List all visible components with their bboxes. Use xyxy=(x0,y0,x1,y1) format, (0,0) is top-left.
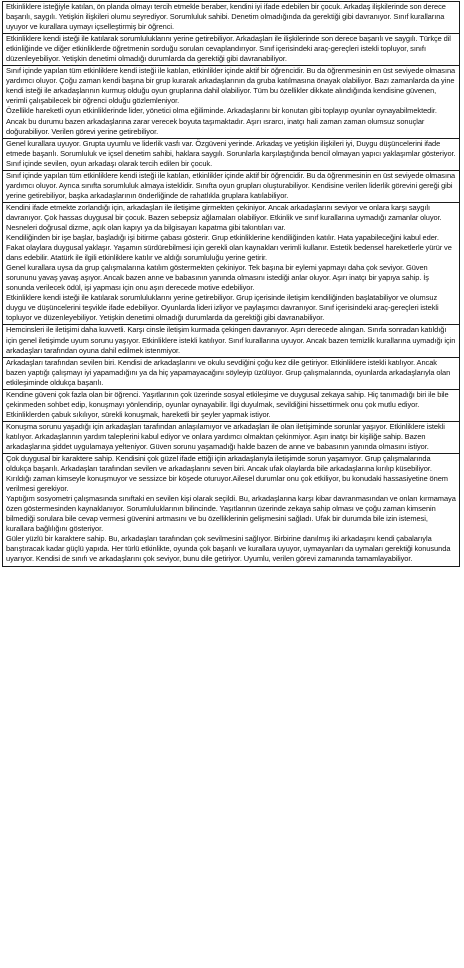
note-row xyxy=(2,65,460,137)
note-row xyxy=(2,170,460,202)
note-paragraph: Güler yüzlü bir karaktere sahip. Bu, arkadaşları tarafından çok sevilmesini sağlıyor. Birbirine danılmış iki arkadaşını kendi çabalarıyla barıştıracak kadar güçlü yapıda. Her türlü etkinlikte, oyunda çok başarılı ve kurallara uyuyor, uymayanları da uymaları gerektiği konusunda uyarıyor. Kendisi de sınıfı ve arkadaşlarını çok seviyor, bunu dile getiriyor. Uyumlu, verilen görevi zamanında tamamlayabiliyor. xyxy=(6,534,451,564)
note-paragraph: Yaptığım sosyometri çalışmasında sınıftaki en sevilen kişi olarak seçildi. Bu, arkadaşlarına karşı kibar davranmasından ve onları kırmamaya özen göstermesinden kaynaklanıyor. Sorumluluklarının bilincinde. Yaşıtlarının üzerinde zekaya sahip olması ve çoğu zaman kimsenin bilmediği sorulara bile cevap vermesi güvenini artmasını ve bu özelliklerinin gelişmesini sağladı. Ufak bir durumda bile izin istemesi, kurallara bağlılığını gösteriyor. xyxy=(6,494,456,534)
note-paragraph: Etkinliklere kendi isteği ile katılarak sorumluluklarını yerine getirebiliyor. Grup içerisinde iletişim kendiliğinden başlatabiliyor ve olumsuz duygu ve düşüncelerini teşvikle ifade edebiliyor. Oyunlarda lideri izliyor ve paylaşımcı davranıyor. Sınıf içerisindeki araç-gereçleri istekli topluyor ve düzenleyebiliyor. Yetişkin denetimi olmadığı durumlarda da gerektiği gibi davranabiliyor. xyxy=(6,293,439,323)
note-paragraph: Kendine güveni çok fazla olan bir öğrenci. Yaşıtlarının çok üzerinde sosyal etkileşime ve duygusal zekaya sahip. Hiç tanımadığı biri ile bile çekinmeden sohbet edip, konuşmayı yönlendirip, oyunlar oynayabilir. İlgi duyulmak, sevildiğini hissettirmek onu çok mutlu ediyor. Etkinliklerden çabuk sıkılıyor, sürekli konuşmak, hareketli bir şeyler yapmak istiyor. xyxy=(6,389,449,419)
note-row xyxy=(2,421,460,453)
evaluation-notes-table xyxy=(2,1,460,567)
note-paragraph: Hemcinsleri ile iletişimi daha kuvvetli. Karşı cinsle iletişim kurmada çekingen davranıyor. Aşırı derecede alıngan. Sınıfa sonradan katıldığı için genel iletişimde uyum sorunu yaşıyor. Etkinliklere istekli katılıyor. Sınıf kurallarına uyuyor. Ancak bazen temizlik kurallarına uymadığı için arkadaşları tarafından oyuna dahil edilmek istenmiyor. xyxy=(6,325,456,355)
note-paragraph: Genel kurallara uyuyor. Grupta uyumlu ve liderlik vasfı var. Özgüveni yerinde. Arkadaş ve yetişkin ilişkileri iyi, Duygu düşüncelerini ifade etmede başarılı. Sorumluluk ve içsel denetim sahibi, haklara saygılı. Sorunlarla karşılaştığında bencil olmayan yapıcı yaklaşımlar gösteriyor. Sınıf içinde sevilen, oyun arkadaşı olarak tercih edilen bir çocuk. xyxy=(6,138,456,168)
note-row xyxy=(2,138,460,170)
note-row xyxy=(2,357,460,389)
note-row xyxy=(2,324,460,356)
note-paragraph: Özellikle hareketli oyun etkinliklerinde lider, yönetici olma eğiliminde. Arkadaşlarını bir konutan gibi toplayıp oyunlar oynayabilmektedir. Ancak bu durumu bazen arkadaşlarına zarar verecek boyuta taşımaktadır. Aşırı ısrarcı, inatçı hali zaman zaman olumsuz sonuçlar doğurabiliyor. Verilen görevi yerine getirebiliyor. xyxy=(6,106,437,136)
note-paragraph: Konuşma sorunu yaşadığı için arkadaşları tarafından anlaşılamıyor ve arkadaşları ile olan iletişiminde sorunlar yaşıyor. Etkinliklere istekli katılıyor. Arkadaşlarının yardım taleplerini kabul ediyor ve onlara yardımcı olmaktan çekinmiyor. Aşırı inatçı bir kişiliğe sahip. Bazen arkadaşlarına şiddet uygulamaya yelteniyor. Güven sorunu yaşamadığı halde bazen de anne ve babasının yanında olmasını istiyor. xyxy=(6,421,445,451)
note-paragraph: Etkinliklere isteğiyle katılan, ön planda olmayı tercih etmekle beraber, kendini iyi ifade edebilen bir çocuk. Arkadaş ilişkilerinde son derece başarılı, saygılı. Yetişkin ilişkileri olumu seyrediyor. Sorumluluk sahibi. Denetim olmadığında da gerektiği gibi davranıyor. Sınıf kurallarına uyuyor ve kurallara uymayı içselleştirmiş bir öğrenci. xyxy=(6,2,446,32)
note-paragraph: Etkinliklere kendi isteği ile katılarak sorumluluklarını yerine getirebiliyor. Arkadaşları ile ilişkilerinde son derece başarılı ve saygılı. Türkçe dil etkinliğinde ve diğer etkinliklerde öğretmenin sorduğu soruları cevaplandırıyor. Sınıf içerisindeki araç-gereçleri istekli topluyor, sınıfı düzenleyebiliyor. Yetişkin denetimi olmadığı durumlarda da gerektiği gibi davranabiliyor. xyxy=(6,34,451,64)
note-row xyxy=(2,453,460,567)
note-paragraph: Kendini ifade etmekte zorlandığı için, arkadaşları ile iletişime girmekten çekiniyor. Ancak arkadaşlarını seviyor ve onlara karşı saygılı davranıyor. Çok hassas duygusal bir çocuk. Bazen sebepsiz ağlamaları olabiliyor. Etkinlik ve sınıf kurallarına uymadığı zamanlar oluyor. Nesneleri doğrusal dizme, açık olan kapıyı ya da bilgisayarı kapatma gibi takıntıları var. xyxy=(6,202,442,232)
note-paragraph: Genel kurallara uysa da grup çalışmalarına katılım göstermekten çekiniyor. Tek başına bir eylemi yapmayı daha çok seviyor. Güven sorununu yavaş yavaş aşıyor. Ancak bazen anne ve babasının yanında olmasını istediği anlar oluyor. Aşırı inatçı bir yapıya sahip. İş sonunda verilecek ödül, işi yapması için onu aşırı derecede motive edebiliyor. xyxy=(6,263,429,293)
note-row xyxy=(2,33,460,65)
note-paragraph: Kendiliğinden bir işe başlar, başladığı işi bitirme çabası gösterir. Grup etkinliklerine kendiliğinden katılır. Hata yapabileceğini kabul eder. Fakat olaylara duygusal yaklaşır. Yaşamın sürdürebilmesi için gerekli olan kaynakları verimli kullanır. Estetik bedensel hareketlerle yürür ve dans edebilir. Atatürk ile ilgili etkinliklere katılır ve aldığı sorumluluğu yerine getirir. xyxy=(6,233,452,263)
note-paragraph: Çok duygusal bir karaktere sahip. Kendisini çok güzel ifade ettiği için arkadaşlarıyla iletişimde sorun yaşamıyor. Grup çalışmalarında oldukça başarılı. Arkadaşları tarafından sevilen ve arkadaşlarını seven biri. Ancak ufak olaylarda bile arkadaşlarına kırılıp küsebiliyor. Kırıldığı zaman kimseyle konuşmuyor ve sessizce bir köşede oturuyor.Ailesel durumlar onu çok etkiliyor, bu konudaki hassasiyetine önem verilmesi gerekiyor. xyxy=(6,454,448,494)
note-row xyxy=(2,1,460,33)
note-row xyxy=(2,202,460,325)
note-row xyxy=(2,389,460,421)
note-paragraph: Arkadaşları tarafından sevilen biri. Kendisi de arkadaşlarını ve okulu sevdiğini çoğu kez dile getiriyor. Etkinliklere istekli katılıyor. Ancak bazen yaptığı çalışmayı iyi yapamadığını ya da hiç yapamayacağını söyleyip üzülüyor. Grup çalışmalarında, oyunlarda arkadaşlarıyla olan etkileşiminde oldukça başarılı. xyxy=(6,357,451,387)
note-paragraph: Sınıf içinde yapılan tüm etkinliklere kendi isteği ile katılan, etkinlikler içinde aktif bir öğrencidir. Bu da öğrenmesinin en üst seviyede olmasına yardımcı oluyor. Ayrıca sınıfta sorumluluk almaya isteklidir. Sınıfta oyun grupları oluşturabiliyor. Kendisine verilen liderlik görevini gereği gibi yerine getirebiliyor, başka arkadaşlarının önderliğinde de rahatlıkla gruplara katılabiliyor. xyxy=(6,170,456,200)
note-paragraph: Sınıf içinde yapılan tüm etkinliklere kendi isteği ile katılan, etkinlikler içinde aktif bir öğrencidir. Bu da öğrenmesinin en üst seviyede olmasına yardımcı oluyor. Çoğu zaman kendi başına bir grup kurarak arkadaşlarının da gruba katılmasına önayak olabiliyor. Bazı zamanlarda da yine kendi isteği ile arkadaşlarının kurmuş olduğu oyun gruplarına dahil olabiliyor. Tüm bu özellikler dikkate alındığında kendisine güvenen, verimli çalışabilecek bir öğrenci olduğu gözlemleniyor. xyxy=(6,66,456,106)
